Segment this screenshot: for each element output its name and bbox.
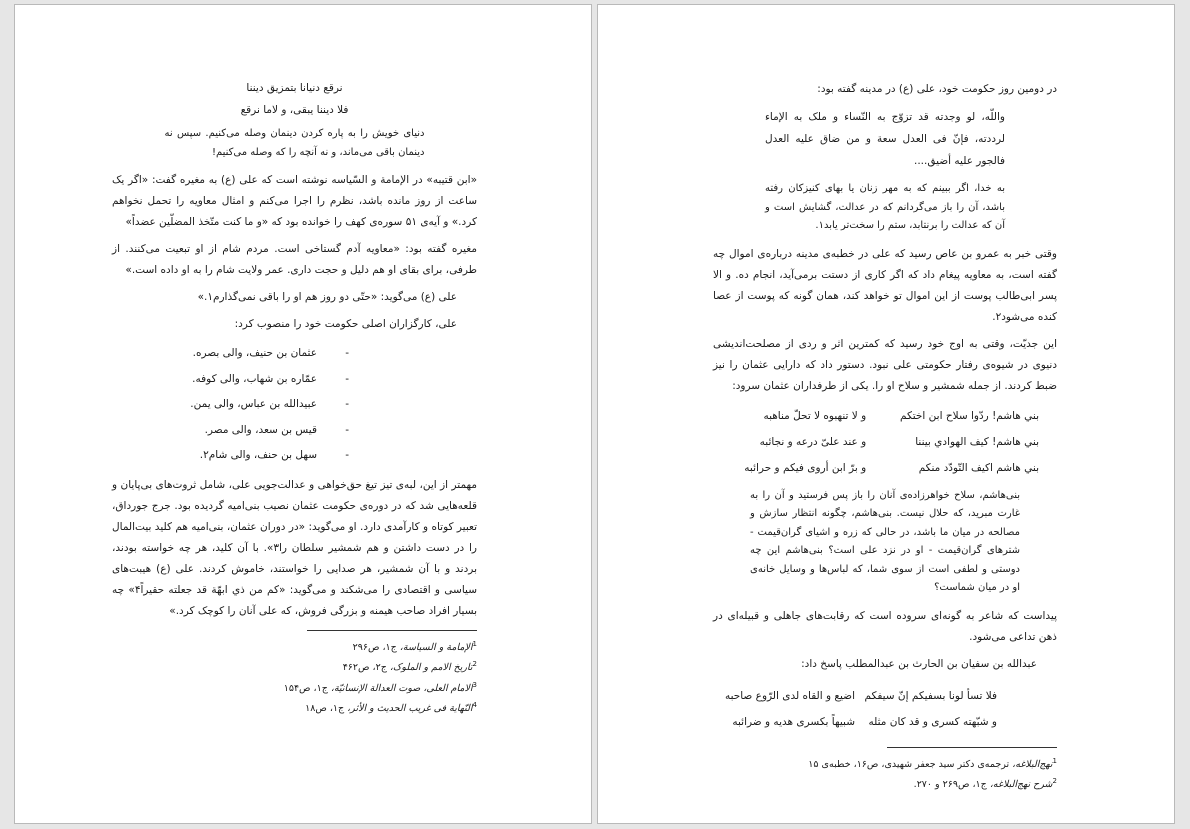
footnote-ref: ج۱، ص۲۹۶ [352, 641, 400, 653]
paragraph: پیداست که شاعر به گونه‌ای سروده است که رقابت‌های جاهلی و قبیله‌ای در ذهن تداعی می‌شود. [713, 609, 1057, 643]
page-left-content [112, 77, 477, 718]
list-item: - قیس بن سعد، والی مصر. [112, 418, 477, 444]
officials-list [112, 341, 477, 469]
footnote-number: 1 [1052, 756, 1057, 765]
footnote-ref: ترجمه‌ی دکتر سید جعفر شهیدی، ص۱۶، خطبه‌ی ۱۵ [808, 758, 1013, 770]
footnote-ref: ج۱، ص۱۸ [305, 703, 348, 715]
list-item: - سهل بن حنف، والی شام۲. [112, 443, 477, 469]
list-item: - عمّاره بن شهاب، والی کوفه. [112, 367, 477, 393]
paragraph: علی (ع) می‌گوید: «حتّی دو روز هم او را باقی نمی‌گذارم۱.» [197, 291, 457, 303]
page-left [14, 4, 592, 824]
arabic-verse-line: فلا ديننا يبقى، و لاما نرقع [240, 104, 349, 116]
poem-hemistich: و شبّهته کسری و قد کان مثله [868, 715, 997, 728]
footnote-number: 1 [472, 639, 477, 648]
footnote-source: شرح نهج‌البلاغه، [989, 779, 1053, 791]
poem-line [713, 709, 1057, 735]
footnote-source: النّهایة فی غریب الحدیث و الأثر، [347, 703, 473, 715]
poem-hemistich: بني هاشم! کیف الهوادي بیننا [915, 435, 1039, 448]
poem-hemistich: فلا تسأ لونا بسفیکم إنّ سیفکم [864, 689, 997, 702]
poem-hemistich: و لا تنهبوه لا تحلّ مناهبه [763, 409, 867, 422]
paragraph: مهمتر از این، لبه‌ی تیز تیغ حق‌خواهی و عدالت‌جویی علی، شامل ثروت‌های بی‌پایان و قلعه‌هایی شد که در دوره‌ی حکومت عثمان نصیب بنی‌امیه گردیده بود. جرج جورداق، تعبیر کوتاه و کارآمدی دارد. او می‌گوید: «در دوران عثمان، بنی‌امیه هم کلید بیت‌المال را در دست داشتن و هم شمشیر سلطان را۳». با آن کلید، هر چه خواسته بودند، بردند و با آن شمشیر، هر صدایی را خواستند، خاموش کردند. علی (ع) هیبت‌های سیاسی و اقتصادی را می‌شکند و می‌گوید: «کم من ذي ابهّة قد جعلته حقیراً۴» چه بسیار افراد صاحب هیمنه و بزرگی فروش، که علی آنان را کوچک کرد.» [112, 478, 477, 617]
poem-hemistich: و عند علیّ درعه و نجائبه [759, 435, 867, 448]
page-right-content [713, 79, 1057, 794]
footnote-source: نهج‌البلاغه، [1012, 758, 1053, 770]
footnote-ref: ج۱، ص۱۵۴ [283, 682, 331, 694]
footnote-source: تاریخ الامم و الملوک، [389, 662, 473, 674]
paragraph: علی، کارگزاران اصلی حکومت خود را منصوب کرد: [234, 318, 457, 330]
poem-line [713, 403, 1057, 429]
footnote-number: 3 [472, 680, 477, 689]
footnote-source: الإمامة و السیاسة، [399, 641, 473, 653]
poem-hemistich: بني هاشم! ردّوا سلاح ابن اختکم [899, 409, 1039, 422]
footnote [112, 656, 477, 677]
footnote-number: 2 [472, 660, 477, 669]
footnote [713, 753, 1057, 774]
list-item: - عبیدالله بن عباس، والی یمن. [112, 392, 477, 418]
verse-translation: دنیای خویش را به پاره کردن دینمان وصله می‌کنیم. سپس نه دینمان باقی می‌ماند، و نه آنچه را که وصله می‌کنیم! [164, 128, 425, 158]
footnote [112, 677, 477, 698]
paragraph: عبدالله بن سفیان بن الحارث بن عبدالمطلب پاسخ داد: [801, 657, 1037, 670]
poem-hemistich: شبیهاً بکسری هدیه و ضرائبه [732, 715, 855, 728]
footnote [112, 697, 477, 718]
footnote-ref: ج۱، ص۲۶۹ و ۲۷۰. [913, 779, 990, 791]
list-item: - عثمان بن حنیف، والی بصره. [112, 341, 477, 367]
footnote-number: 2 [1052, 777, 1057, 786]
poem-hemistich: و برّ ابن أروی فیکم و حرائبه [744, 461, 867, 474]
arabic-verse-line: نرقع دنيانا بتمزيق ديننا [246, 82, 343, 94]
page-right [597, 4, 1175, 824]
poem-hemistich: بني هاشم اکیف التّودّد منکم [918, 461, 1039, 474]
footnote-ref: ج۲، ص۴۶۲ [342, 662, 390, 674]
arabic-quote: واللّه، لو وجدته قد تزوّج به النّساء و ملک به الإماء لرددته، فإنّ فی العدل سعة و من ضاق علیه العدل فالجور علیه أضیق.... [765, 111, 1005, 167]
paragraph: مغیره گفته بود: «معاویه آدم گستاخی است. مردم شام از او تبعیت می‌کنند. از طرفی، برای بقای او هم دلیل و حجت داری. عمر ولایت شام را به او داده است.» [112, 243, 477, 276]
paragraph: در دومین روز حکومت خود، علی (ع) در مدینه گفته بود: [817, 83, 1057, 95]
paragraph: این جدیّت، وقتی به اوج خود رسید که کمترین اثر و ردی از مصلحت‌اندیشی دنیوی در شیوه‌ی رفتار حکومتی علی نبود. دستور داد که دارایی عثمان را نیز ضبط کردند. از جمله شمشیر و سلاح او را. یکی از طرفداران عثمان سرود: [713, 337, 1057, 392]
poem-hemistich: اضیع و القاه لدی الرّوع صاحبه [724, 689, 855, 702]
footnote-source: الامام العلی، صوت العدالة الإنسانیّة، [330, 682, 473, 694]
footnote-separator [307, 630, 477, 631]
footnote [112, 636, 477, 657]
poem-line [713, 429, 1057, 455]
paragraph: وقتی خبر به عمرو بن عاص رسید که علی در خطبه‌ی مدینه درباره‌ی اموال چه گفته است، به معاویه پیغام داد که اگر کاری از دستت برمی‌آید، انجام ده. و الا پسر ابی‌طالب پوست از این اموال تو خواهد کند، همان گونه که پوست از عصا کنده می‌شود۲. [713, 247, 1057, 323]
footnote-separator [887, 747, 1057, 748]
footnote [713, 773, 1057, 794]
poem [713, 403, 1057, 481]
persian-quote: به خدا، اگر ببینم که به مهر زنان یا بهای کنیزکان رفته باشد، آن را باز می‌گردانم که در عدالت، گشایش است و آن که عدالت را برنتابد، ستم را سخت‌تر یابد۱. [765, 183, 1005, 231]
paragraph: «ابن قتیبه» در الإمامة و السّیاسه نوشته است که علی (ع) به مغیره گفت: «اگر یک ساعت از روز مانده باشد، نظرم را اجرا می‌کنم و امثال معاویه را تحمل نخواهم کرد.» و آیه‌ی ۵۱ سوره‌ی کهف را خوانده بود که «و ما کنت متّخذ المضلّین عضداً» [112, 174, 477, 228]
poem-line [713, 455, 1057, 481]
poem-line [713, 683, 1057, 709]
footnote-number: 4 [472, 701, 477, 710]
poem-translation: بنی‌هاشم، سلاح خواهرزاده‌ی آنان را باز پس فرستید و آن را به غارت مبرید، که حلال نیست. بنی‌هاشم، چگونه انتظار سازش و مصالحه در میان ما باشد، در حالی که زره و اشیای گران‌قیمت - شترهای گران‌قیمت - او در نزد علی است؟ بنی‌هاشم این چه دوستی و لطفی است از سوی شما، که لباس‌ها و وسایل خانه‌ی او در میان شماست؟ [750, 489, 1020, 593]
reply-poem [713, 683, 1057, 735]
